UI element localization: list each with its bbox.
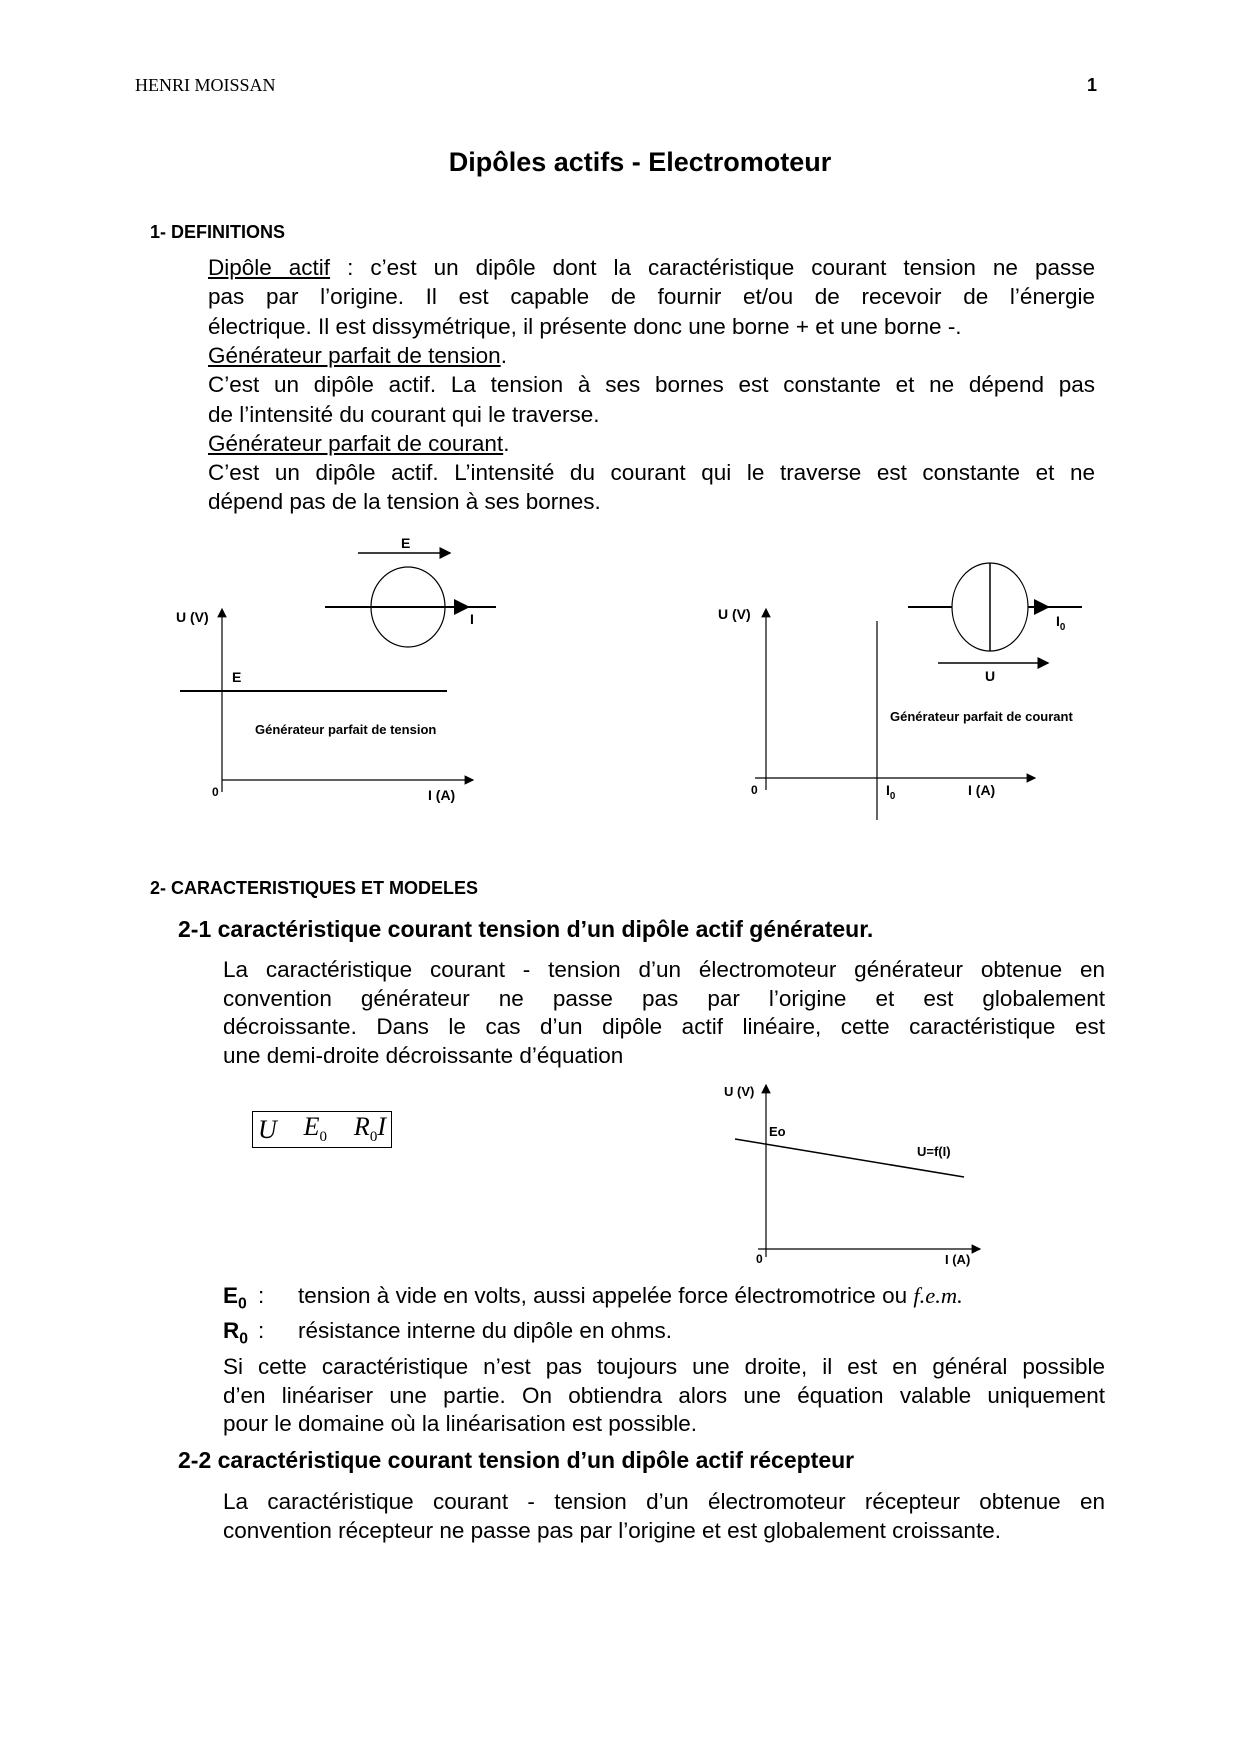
- def-colon: :: [258, 1283, 265, 1308]
- def-text: [298, 1283, 963, 1309]
- underlined-term: Dipôle actif: [208, 255, 331, 280]
- section-heading: 2- CARACTERISTIQUES ET MODELES: [150, 878, 479, 898]
- text-line: une demi-droite décroissante d’équation: [223, 1042, 624, 1068]
- text-line: La caractéristique courant - tension d’un électromoteur générateur obtenue en: [223, 957, 1105, 982]
- def-text: [298, 1318, 672, 1344]
- eq-u: U: [258, 1114, 277, 1144]
- diagram-voltage-generator: [180, 553, 496, 792]
- def-description: tension à vide en volts, aussi appelée force électromotrice ou: [298, 1283, 914, 1308]
- x-mark-sub: 0: [889, 790, 896, 802]
- def-abbr: f.e.m.: [913, 1283, 963, 1308]
- curve-label: U=f(I): [917, 1144, 951, 1159]
- x-axis-label: I (A): [428, 787, 456, 803]
- origin-label: 0: [751, 783, 758, 797]
- def-symbol: [223, 1318, 248, 1349]
- current-symbol: I: [1056, 613, 1060, 629]
- caption: Générateur parfait de tension: [255, 722, 437, 737]
- text-line: d’en linéariser une partie. On obtiendra alors une équation valable uniquement: [223, 1382, 1105, 1408]
- subsection-heading: 2-2 caractéristique courant tension d’un dipôle actif récepteur: [178, 1447, 855, 1473]
- eq-r: R: [353, 1112, 370, 1142]
- text-line: pour le domaine où la linéarisation est possible.: [223, 1411, 698, 1437]
- page-title: Dipôles actifs - Electromoteur: [448, 147, 832, 177]
- line-text: dépend pas de la tension à ses bornes.: [208, 489, 601, 515]
- y-axis-label: U (V): [718, 606, 751, 622]
- text-line: La caractéristique courant - tension d’un électromoteur récepteur obtenue en: [223, 1489, 1105, 1514]
- origin-label: 0: [756, 1252, 763, 1266]
- underlined-term: Générateur parfait de courant: [208, 430, 504, 456]
- underlined-term: Générateur parfait de tension: [208, 342, 501, 368]
- line-text: électrique. Il est dissymétrique, il présente donc une borne + et une borne -.: [208, 313, 962, 339]
- x-mark: I: [886, 782, 890, 798]
- x-mark-label: [886, 782, 895, 802]
- intercept-label: Eo: [769, 1124, 786, 1139]
- line-text: C’est un dipôle actif. La tension à ses bornes est constante et ne dépend pas: [208, 372, 1095, 398]
- emf-arrow-label: E: [401, 535, 411, 551]
- current-label: [1056, 613, 1065, 633]
- symbol: R: [223, 1318, 240, 1343]
- section-heading: 1- DEFINITIONS: [150, 222, 286, 242]
- caption: Générateur parfait de courant: [890, 709, 1073, 724]
- line-text: : c’est un dipôle dont la caractéristique courant tension ne passe: [330, 255, 1095, 280]
- eq-r-sub: 0: [369, 1129, 378, 1146]
- page-number: 1: [1087, 75, 1098, 95]
- eq-e-term: [304, 1112, 327, 1146]
- line-text: .: [503, 430, 510, 456]
- symbol-sub: 0: [238, 1295, 247, 1313]
- chart-generator-characteristic: [735, 1085, 980, 1257]
- subsection-heading: 2-1 caractéristique courant tension d’un dipôle actif générateur.: [178, 916, 874, 942]
- line-text: C’est un dipôle actif. L’intensité du courant qui le traverse est constante et ne: [208, 460, 1095, 486]
- text-line: convention récepteur ne passe pas par l’origine et est globalement croissante.: [223, 1517, 1001, 1543]
- text-line: décroissante. Dans le cas d’un dipôle actif linéaire, cette caractéristique est: [223, 1014, 1105, 1040]
- line-text: .: [500, 342, 507, 368]
- current-sub: 0: [1059, 621, 1066, 633]
- y-axis-label: U (V): [724, 1084, 755, 1099]
- eq-e-sub: 0: [319, 1129, 328, 1146]
- voltage-arrow-label: U: [985, 668, 996, 684]
- equation-box: [252, 1111, 392, 1148]
- x-axis-label: I (A): [945, 1252, 971, 1267]
- diagram-current-generator: [755, 563, 1082, 820]
- origin-label: 0: [212, 785, 219, 799]
- line-text: pas par l’origine. Il est capable de fournir et/ou de recevoir de l’énergie: [208, 284, 1095, 310]
- x-axis-label: I (A): [968, 782, 996, 798]
- def-description: résistance interne du dipôle en ohms.: [298, 1318, 672, 1343]
- eq-i: I: [377, 1112, 386, 1142]
- eq-e: E: [303, 1112, 320, 1142]
- level-label: E: [232, 669, 242, 685]
- text-line: Si cette caractéristique n’est pas toujours une droite, il est en général possible: [223, 1354, 1105, 1379]
- y-axis-label: U (V): [176, 609, 209, 625]
- current-label: I: [470, 611, 474, 627]
- symbol: E: [223, 1283, 239, 1308]
- header-school: HENRI MOISSAN: [135, 75, 276, 95]
- def-symbol: [223, 1283, 247, 1314]
- eq-ri-term: [354, 1112, 386, 1146]
- line-text: de l’intensité du courant qui le traverse.: [208, 401, 600, 427]
- symbol-sub: 0: [239, 1330, 249, 1348]
- def-colon: :: [258, 1318, 265, 1343]
- text-line: convention générateur ne passe pas par l’origine et est globalement: [223, 985, 1105, 1011]
